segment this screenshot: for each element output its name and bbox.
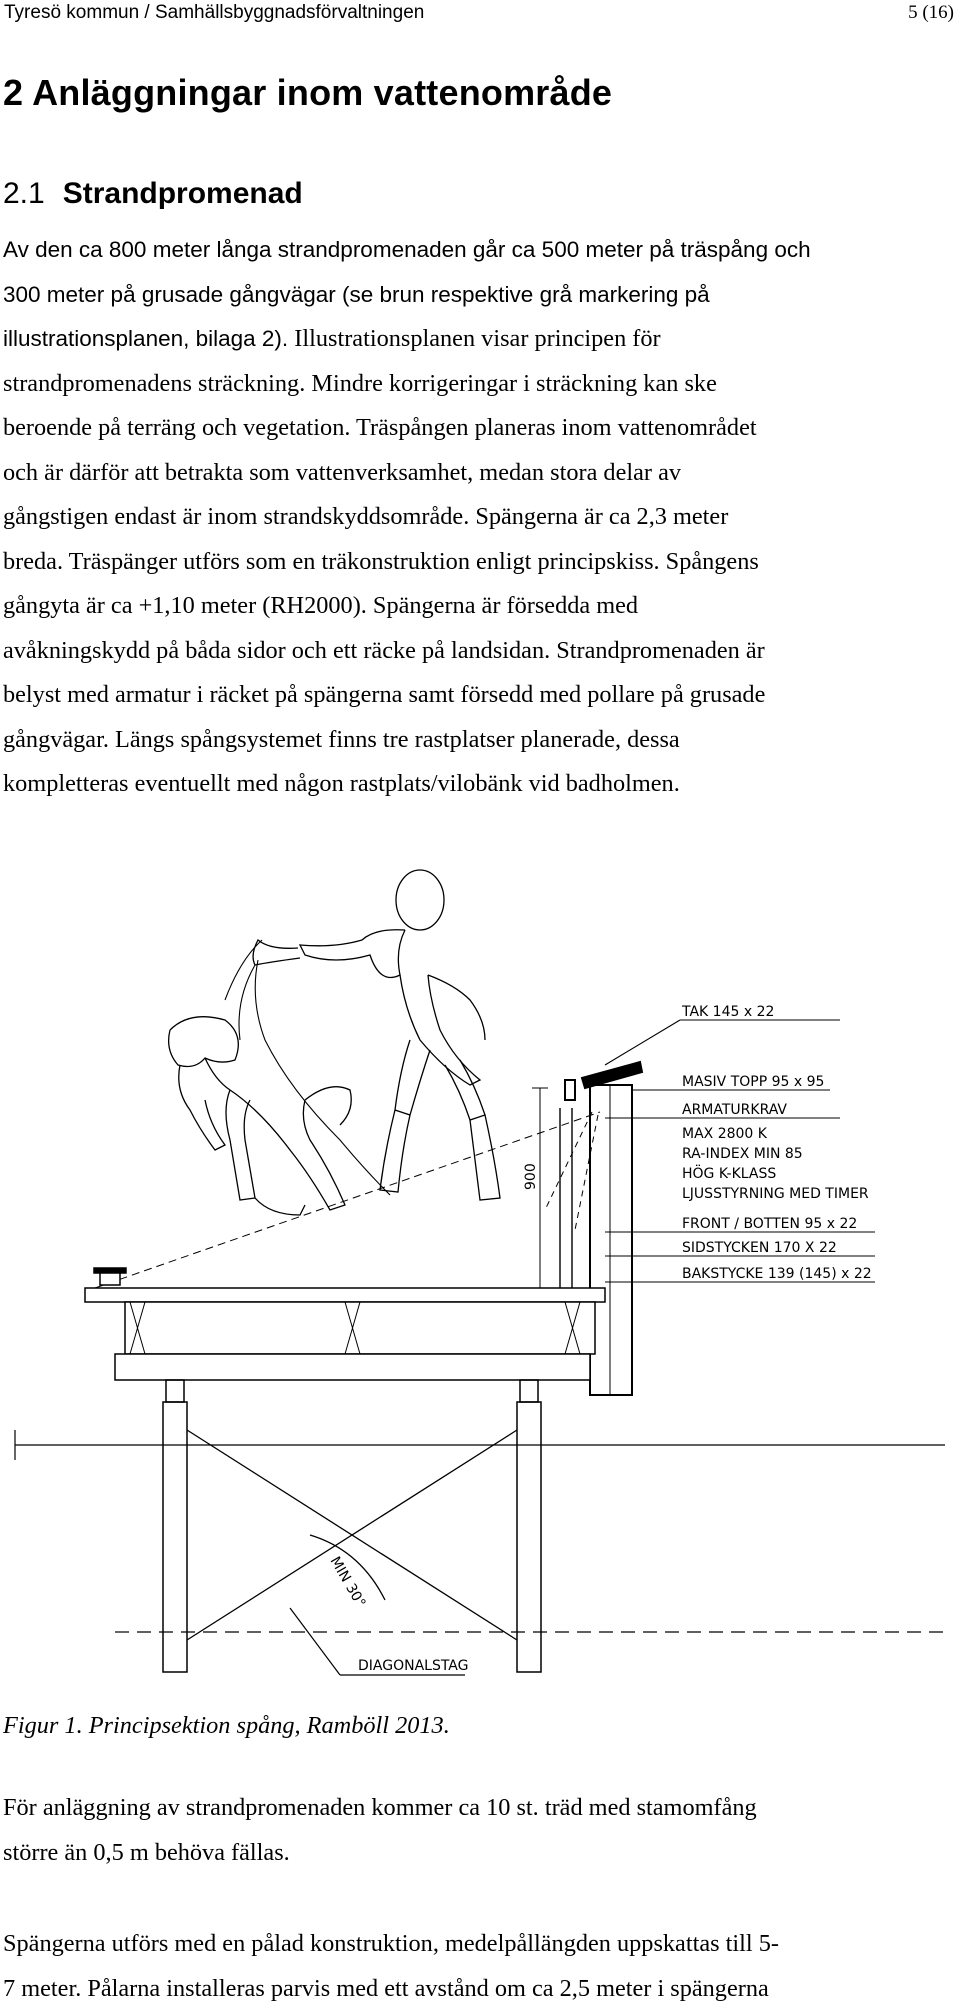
water-level bbox=[15, 1430, 945, 1632]
callout-label: LJUSSTYRNING MED TIMER bbox=[682, 1186, 869, 1202]
callout-label: BAKSTYCKE 139 (145) x 22 bbox=[682, 1266, 872, 1282]
paragraph-line: belyst med armatur i räcket på spängerna samt försedd med pollare på grusade bbox=[3, 673, 958, 718]
callout-label: MAX 2800 K bbox=[682, 1126, 768, 1142]
callout-label: MASIV TOPP 95 x 95 bbox=[682, 1074, 824, 1090]
callout-label: ARMATURKRAV bbox=[682, 1102, 787, 1118]
paragraph-line bbox=[3, 317, 958, 362]
subsection-heading bbox=[3, 177, 303, 211]
figure-caption: Figur 1. Principsektion spång, Ramböll 2013. bbox=[3, 1712, 450, 1740]
body-paragraph-1 bbox=[3, 228, 958, 807]
paragraph-line: beroende på terräng och vegetation. Träspången planeras inom vattenområdet bbox=[3, 406, 958, 451]
paragraph-line: kompletteras eventuellt med någon rastplats/vilobänk vid badholmen. bbox=[3, 762, 958, 807]
paragraph-line: och är därför att betrakta som vattenverksamhet, medan stora delar av bbox=[3, 451, 958, 496]
section-drawing-svg bbox=[0, 860, 960, 1690]
sight-line bbox=[95, 1112, 600, 1288]
paragraph-line: Spängerna utförs med en pålad konstruktion, medelpållängden uppskattas till 5- bbox=[3, 1922, 958, 1967]
leader-line bbox=[290, 1608, 340, 1675]
paragraph-line: gångvägar. Längs spångsystemet finns tre rastplatser planerade, dessa bbox=[3, 718, 958, 763]
dimension-label: 900 bbox=[523, 1163, 539, 1190]
body-paragraph-3 bbox=[3, 1922, 958, 2011]
callout-label: SIDSTYCKEN 170 X 22 bbox=[682, 1240, 837, 1256]
paragraph-line: breda. Träspänger utförs som en träkonstruktion enligt principskiss. Spångens bbox=[3, 540, 958, 585]
body-paragraph-2 bbox=[3, 1786, 958, 1875]
paragraph-line: För anläggning av strandpromenaden kommer ca 10 st. träd med stamomfång bbox=[3, 1786, 958, 1831]
callout-label: FRONT / BOTTEN 95 x 22 bbox=[682, 1216, 857, 1232]
piles bbox=[163, 1380, 541, 1672]
paragraph-line-part: Illustrationsplanen visar principen för bbox=[288, 325, 660, 352]
callout-label: HÖG K-KLASS bbox=[682, 1164, 776, 1182]
paragraph-line: strandpromenadens sträckning. Mindre korrigeringar i sträckning kan ske bbox=[3, 362, 958, 407]
section-drawing bbox=[0, 860, 960, 1690]
page-header bbox=[0, 0, 960, 26]
dog-sketch bbox=[169, 1017, 352, 1215]
callout-label: RA-INDEX MIN 85 bbox=[682, 1146, 803, 1162]
section-heading: 2 Anläggningar inom vattenområde bbox=[3, 72, 612, 114]
paragraph-line: större än 0,5 m behöva fällas. bbox=[3, 1831, 958, 1876]
angle-label: MIN 30° bbox=[327, 1554, 369, 1610]
deck-structure bbox=[85, 1268, 605, 1380]
paragraph-line: gångyta är ca +1,10 meter (RH2000). Spängerna är försedda med bbox=[3, 584, 958, 629]
callout-label: TAK 145 x 22 bbox=[681, 1004, 774, 1020]
subsection-number: 2.1 bbox=[3, 177, 45, 210]
paragraph-line: 300 meter på grusade gångvägar (se brun respektive grå markering på bbox=[3, 273, 958, 318]
paragraph-line: 7 meter. Pålarna installeras parvis med ett avstånd om ca 2,5 meter i spängerna bbox=[3, 1967, 958, 2011]
page-number: 5 (16) bbox=[908, 2, 954, 24]
light-cone-line bbox=[545, 1112, 592, 1210]
cape-sketch bbox=[225, 940, 390, 1195]
callouts bbox=[605, 1004, 875, 1282]
header-organization: Tyresö kommun / Samhällsbyggnadsförvaltningen bbox=[4, 2, 424, 24]
paragraph-line: gångstigen endast är inom strandskyddsområde. Spängerna är ca 2,3 meter bbox=[3, 495, 958, 540]
dimension-900 bbox=[523, 1088, 548, 1292]
paragraph-line: Av den ca 800 meter långa strandpromenaden går ca 500 meter på träspång och bbox=[3, 228, 958, 273]
paragraph-line-part: illustrationsplanen, bilaga 2). bbox=[3, 326, 288, 351]
subsection-title: Strandpromenad bbox=[63, 177, 303, 210]
paragraph-line: avåkningskydd på båda sidor och ett räcke på landsidan. Strandpromenaden är bbox=[3, 629, 958, 674]
diagonal-brace-label: DIAGONALSTAG bbox=[358, 1658, 469, 1674]
light-cone-line bbox=[575, 1115, 598, 1230]
